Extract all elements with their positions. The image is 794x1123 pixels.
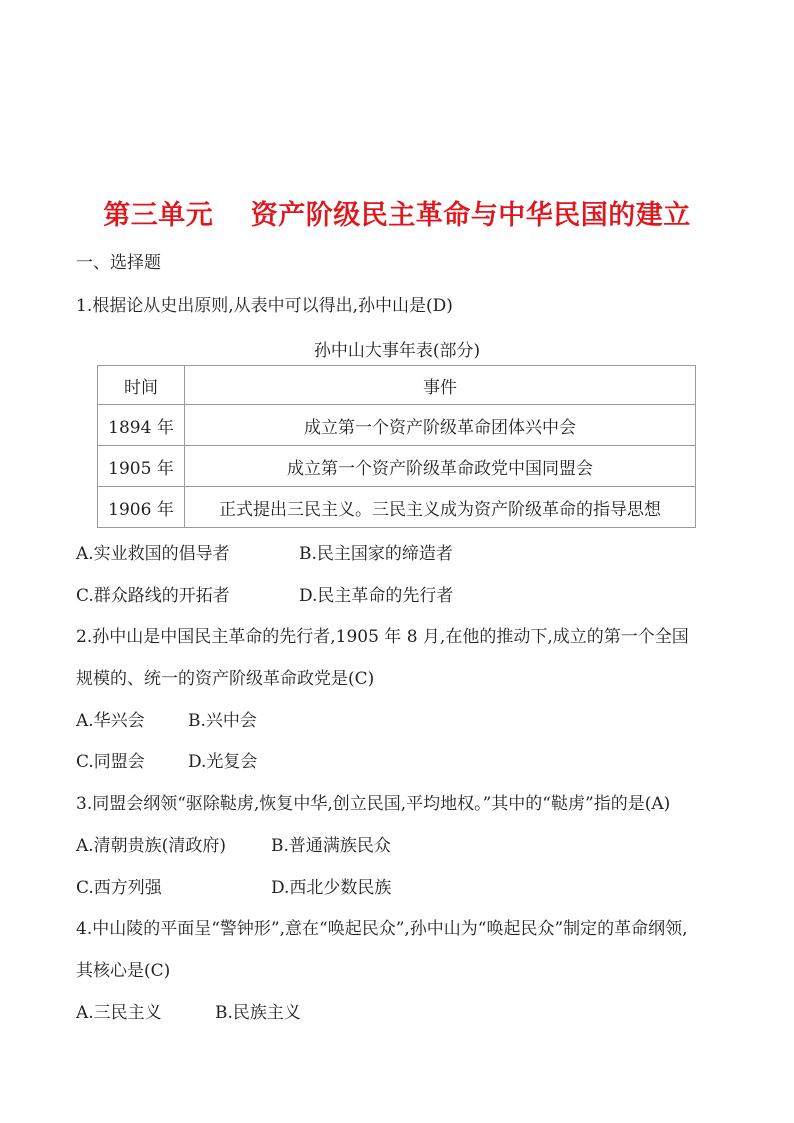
chronology-table [97, 365, 696, 528]
question-4-stem-line-1: 4.中山陵的平面呈“警钟形”,意在“唤起民众”,孙中山为“唤起民众”制定的革命纲领, [76, 919, 688, 939]
table-row [98, 405, 696, 446]
table-cell-event: 正式提出三民主义。三民主义成为资产阶级革命的指导思想 [185, 487, 696, 528]
column-header-time: 时间 [98, 366, 185, 405]
q3-option-c: C.西方列强 [76, 878, 162, 898]
q1-option-c: C.群众路线的开拓者 [76, 586, 230, 606]
table-caption: 孙中山大事年表(部分) [313, 341, 481, 361]
q1-option-a: A.实业救国的倡导者 [76, 544, 230, 564]
q1-option-b: B.民主国家的缔造者 [299, 544, 453, 564]
table-header-row [98, 366, 696, 405]
question-2-stem-line-1: 2.孙中山是中国民主革命的先行者,1905 年 8 月,在他的推动下,成立的第一个全国 [76, 627, 689, 647]
unit-title: 第三单元 资产阶级民主革命与中华民国的建立 [103, 200, 691, 231]
question-2-stem-line-2: 规模的、统一的资产阶级革命政党是(C) [76, 669, 375, 689]
q3-option-d: D.西北少数民族 [271, 878, 392, 898]
table-row [98, 487, 696, 528]
q2-option-b: B.兴中会 [188, 711, 257, 731]
table-cell-event: 成立第一个资产阶级革命政党中国同盟会 [185, 446, 696, 487]
q2-option-a: A.华兴会 [76, 711, 145, 731]
table-cell-year: 1905 年 [98, 446, 185, 487]
question-3-stem: 3.同盟会纲领“驱除鞑虏,恢复中华,创立民国,平均地权。”其中的“鞑虏”指的是(A) [76, 794, 671, 814]
q2-option-d: D.光复会 [188, 752, 258, 772]
section-heading: 一、选择题 [76, 253, 161, 273]
q2-option-c: C.同盟会 [76, 752, 145, 772]
table-cell-year: 1894 年 [98, 405, 185, 446]
question-1-stem: 1.根据论从史出原则,从表中可以得出,孙中山是(D) [76, 296, 453, 316]
q1-option-d: D.民主革命的先行者 [299, 586, 454, 606]
q4-option-b: B.民族主义 [215, 1003, 301, 1023]
column-header-event: 事件 [185, 366, 696, 405]
table-row [98, 446, 696, 487]
table-cell-year: 1906 年 [98, 487, 185, 528]
q3-option-b: B.普通满族民众 [271, 836, 391, 856]
question-4-stem-line-2: 其核心是(C) [76, 961, 171, 981]
q4-option-a: A.三民主义 [76, 1003, 162, 1023]
q3-option-a: A.清朝贵族(清政府) [76, 836, 226, 856]
table-cell-event: 成立第一个资产阶级革命团体兴中会 [185, 405, 696, 446]
